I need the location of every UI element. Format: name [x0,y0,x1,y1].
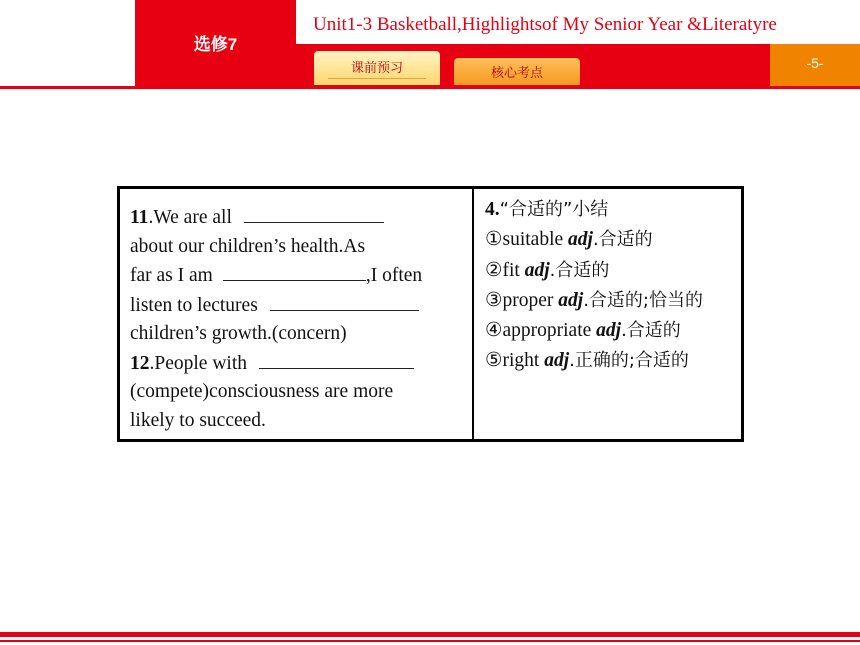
exercise-cell [130,203,465,435]
page-title: Unit1-3 Basketball,Highlightsof My Senior Year &Literatyre [313,14,777,35]
item-meaning: .合适的;恰当的 [583,289,703,311]
item-word: fit [502,259,520,281]
exercise-table [117,186,744,442]
summary-title: “合适的”小结 [499,199,609,220]
item-meaning: .合适的 [621,320,681,342]
item-meaning: .合适的 [592,229,653,251]
item-pos: adj [558,289,584,311]
item-pos: adj [524,259,550,281]
item-marker: ⑤ [485,350,503,372]
item-word: proper [502,289,554,311]
item-pos: adj [568,229,593,251]
q12-text: .People with [149,352,247,374]
q11-line-4 [130,291,465,321]
q12-number: 12 [130,352,150,374]
item-meaning: .合适的 [549,259,610,281]
tab-key-points[interactable]: 核心考点 [454,58,580,85]
item-pos: adj [596,320,622,342]
q12-line-1 [130,349,465,379]
item-word: appropriate [502,320,592,342]
item-word: suitable [502,229,564,251]
page-number: -5- [806,55,824,71]
q11-line-3 [130,261,465,291]
q12-line-2: (compete)consciousness are more [130,381,394,402]
item-meaning: .正确的;合适的 [569,350,689,372]
answer-blank[interactable] [223,261,366,281]
summary-item [485,316,737,346]
summary-item [485,225,737,255]
summary-item [485,256,737,286]
answer-blank[interactable] [270,291,419,311]
page-number-box [770,44,860,86]
summary-number: 4. [485,199,500,220]
item-marker: ③ [485,289,503,311]
item-marker: ① [485,229,503,251]
item-marker: ② [485,259,503,281]
tab-preview[interactable]: 课前预习 [314,51,440,85]
course-badge: 选修7 [193,35,238,54]
footer-rule [0,632,860,637]
answer-blank[interactable] [244,203,384,223]
q11-text: .We are all [148,207,232,228]
summary-heading [485,195,737,225]
header-rule [0,86,860,89]
item-word: right [502,350,540,372]
q11-text: far as I am [130,265,213,286]
q11-line-2: about our children’s health.As [130,235,366,257]
answer-blank[interactable] [259,349,414,369]
q12-line-3: likely to succeed. [130,409,266,431]
q11-text: listen to lectures [130,294,258,316]
course-badge-block [135,0,296,86]
summary-item [485,286,737,316]
summary-cell [485,195,737,377]
column-divider [472,189,474,439]
summary-item [485,346,737,376]
footer-rule-thin [0,640,860,642]
item-marker: ④ [485,320,503,342]
q11-text: ,I often [365,265,423,286]
item-pos: adj [544,350,570,372]
q11-line-1 [130,203,465,233]
q11-line-5: children’s growth.(concern) [130,323,347,344]
q11-number: 11 [130,207,149,228]
